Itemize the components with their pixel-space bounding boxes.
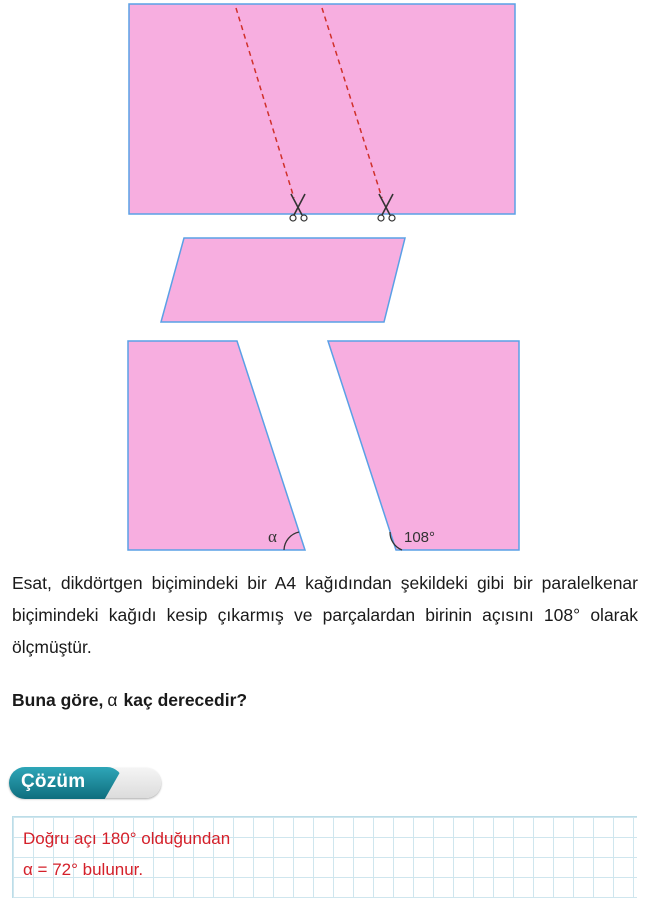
angle-108-label: 108° <box>404 529 436 546</box>
parallelogram-piece <box>161 238 405 322</box>
right-trapezoid-piece <box>328 341 519 550</box>
solution-box <box>12 816 637 898</box>
solution-label: Çözüm <box>21 771 86 792</box>
left-trapezoid-piece <box>128 341 305 550</box>
solution-line-2: α = 72° bulunur. <box>23 860 144 879</box>
question-prefix: Buna göre, <box>12 690 104 710</box>
solution-header <box>9 766 163 802</box>
solution-line-1: Doğru açı 180° olduğundan <box>23 829 231 848</box>
problem-text: Esat, dikdörtgen biçimindeki bir A4 kağıdından şekildeki gibi bir paralelkenar biçimindeki kağıdı kesip çıkarmış ve parçalardan birinin açısını 108° olarak ölçmüştür. <box>12 573 638 657</box>
question-text <box>12 690 247 711</box>
question-alpha-symbol: α <box>107 690 118 710</box>
question-suffix: kaç derecedir? <box>123 690 248 710</box>
alpha-label: α <box>268 527 277 546</box>
paper-rectangle <box>129 4 515 214</box>
